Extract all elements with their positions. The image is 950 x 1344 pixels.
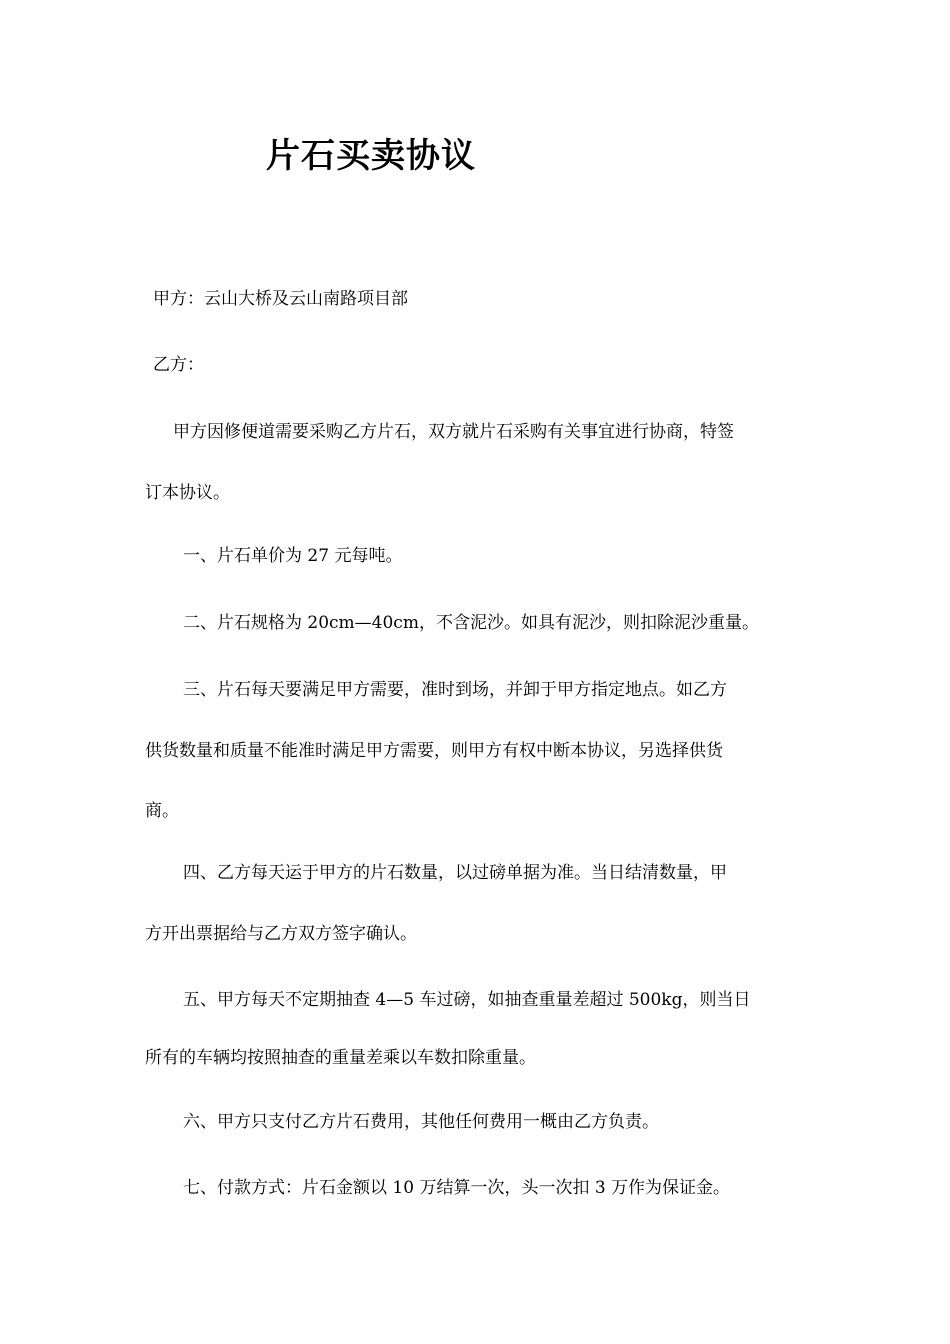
clause-3-line-3: 商。 bbox=[145, 801, 179, 821]
clause-3-line-1: 三、片石每天要满足甲方需要，准时到场，并卸于甲方指定地点。如乙方 bbox=[183, 680, 727, 700]
clause-1-line-1: 一、片石单价为 27 元每吨。 bbox=[183, 546, 403, 566]
clause-6-line-1: 六、甲方只支付乙方片石费用，其他任何费用一概由乙方负责。 bbox=[183, 1112, 659, 1132]
clause-5-line-1: 五、甲方每天不定期抽查 4—5 车过磅，如抽查重量差超过 500kg，则当日 bbox=[183, 990, 751, 1010]
clause-5-line-2: 所有的车辆均按照抽查的重量差乘以车数扣除重量。 bbox=[145, 1048, 536, 1068]
clause-2-line-1: 二、片石规格为 20cm—40cm，不含泥沙。如具有泥沙，则扣除泥沙重量。 bbox=[183, 613, 759, 633]
clause-7-line-1: 七、付款方式：片石金额以 10 万结算一次，头一次扣 3 万作为保证金。 bbox=[183, 1178, 731, 1198]
party-b-line: 乙方： bbox=[153, 355, 204, 375]
clause-4-line-2: 方开出票据给与乙方双方签字确认。 bbox=[145, 924, 417, 944]
clause-4-line-1: 四、乙方每天运于甲方的片石数量，以过磅单据为准。当日结清数量，甲 bbox=[183, 863, 727, 883]
clause-3-line-2: 供货数量和质量不能准时满足甲方需要，则甲方有权中断本协议，另选择供货 bbox=[145, 741, 723, 761]
intro-line-2: 订本协议。 bbox=[145, 483, 230, 503]
document-title: 片石买卖协议 bbox=[266, 136, 476, 176]
intro-line-1: 甲方因修便道需要采购乙方片石，双方就片石采购有关事宜进行协商，特签 bbox=[173, 422, 734, 442]
party-a-line: 甲方：云山大桥及云山南路项目部 bbox=[153, 289, 408, 309]
